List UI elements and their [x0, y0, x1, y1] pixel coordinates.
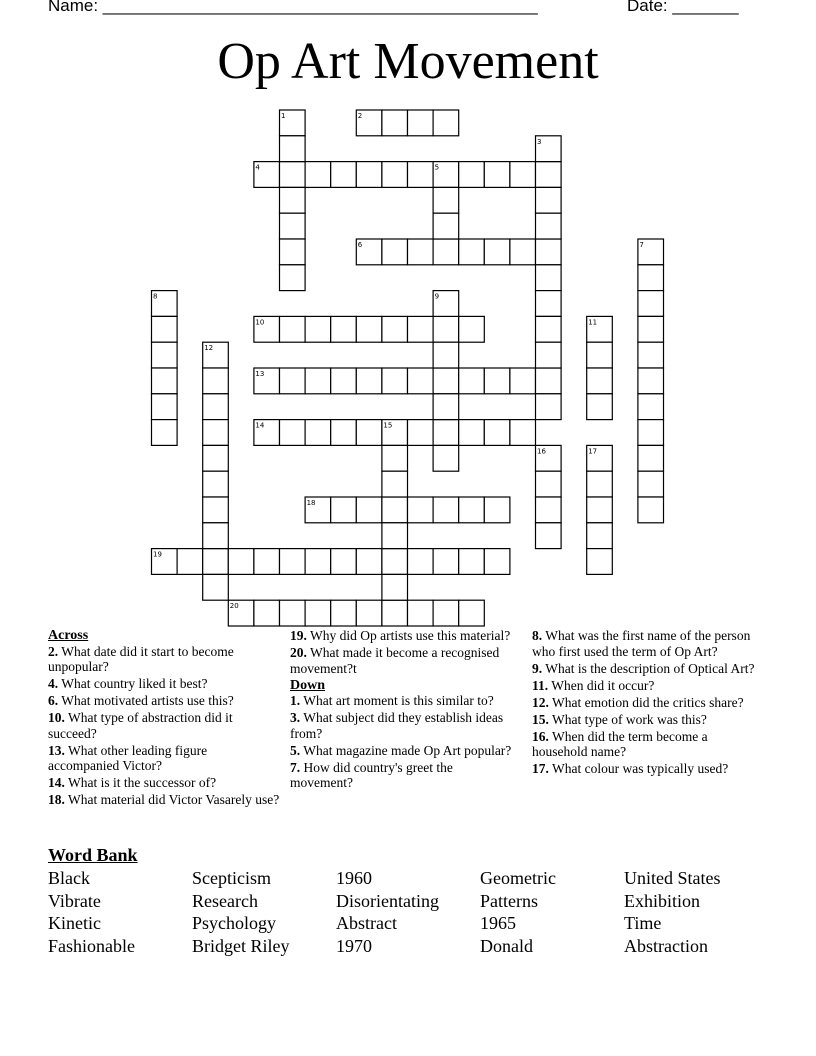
grid-cell[interactable]: [382, 471, 408, 497]
grid-cell[interactable]: [280, 368, 306, 394]
clue-item: [532, 628, 758, 659]
clue-item: [290, 693, 516, 709]
grid-cell[interactable]: [203, 471, 229, 497]
word-bank-item: Abstract: [336, 913, 397, 933]
date-field-label: Date: _______: [627, 0, 739, 15]
grid-cell[interactable]: [382, 574, 408, 600]
clue-item: [532, 729, 758, 760]
grid-cell[interactable]: [433, 316, 459, 342]
grid-cell[interactable]: [536, 471, 562, 497]
grid-cell[interactable]: [638, 368, 664, 394]
grid-clue-number: 5: [434, 163, 440, 172]
grid-cell[interactable]: [203, 394, 229, 420]
grid-clue-number: 16: [537, 447, 546, 456]
grid-clue-number: 6: [357, 241, 363, 249]
clue-number: 18.: [48, 792, 65, 807]
grid-cell[interactable]: [536, 394, 562, 420]
word-bank-item: 1960: [336, 868, 372, 888]
grid-cell[interactable]: [536, 523, 562, 549]
grid-cell[interactable]: [382, 523, 408, 549]
grid-cell[interactable]: [356, 162, 382, 188]
clue-text: What type of work was this?: [548, 711, 707, 727]
grid-cell[interactable]: [484, 239, 510, 265]
grid-cell[interactable]: [536, 497, 562, 523]
clue-text: What was the first name of the person who first used the term of Op Art?: [532, 628, 751, 659]
grid-cell[interactable]: [536, 342, 562, 368]
grid-cell[interactable]: [382, 316, 408, 342]
grid-cell[interactable]: [280, 549, 306, 575]
clue-text: Why did Op artists use this material?: [306, 628, 511, 643]
grid-cell[interactable]: [433, 420, 459, 446]
clue-item: [532, 761, 758, 777]
grid-cell[interactable]: [433, 394, 459, 420]
grid-cell[interactable]: [331, 316, 357, 342]
grid-cell[interactable]: [536, 265, 562, 291]
word-bank-item: Disorientating: [336, 891, 439, 911]
clue-item: [48, 792, 280, 808]
grid-cell[interactable]: [459, 316, 485, 342]
grid-cell[interactable]: [536, 187, 562, 213]
word-bank-item: United States: [624, 868, 721, 888]
clue-item: [290, 743, 516, 759]
word-bank-item: Psychology: [192, 913, 277, 933]
grid-cell[interactable]: [280, 136, 306, 162]
grid-cell[interactable]: [408, 162, 434, 188]
grid-clue-number: 20: [229, 602, 239, 611]
grid-cell[interactable]: [331, 497, 357, 523]
grid-cell[interactable]: [484, 549, 510, 575]
grid-cell[interactable]: [408, 497, 434, 523]
clue-text: What art moment is this similar to?: [300, 693, 494, 708]
grid-clue-number: 9: [434, 292, 440, 301]
grid-cell[interactable]: [587, 549, 613, 575]
grid-clue-number: 18: [306, 499, 316, 507]
grid-clue-number: 12: [204, 344, 214, 353]
grid-cell[interactable]: [305, 162, 331, 188]
grid-cell[interactable]: [459, 420, 485, 446]
clue-text: What magazine made Op Art popular?: [300, 742, 512, 758]
grid-cell[interactable]: [459, 497, 485, 523]
grid-cell[interactable]: [536, 162, 562, 188]
grid-cell[interactable]: [280, 213, 306, 239]
clue-item: [48, 743, 280, 774]
grid-cell[interactable]: [382, 600, 408, 626]
grid-cell[interactable]: [280, 187, 306, 213]
page-title: Op Art Movement: [217, 33, 599, 90]
grid-cell[interactable]: [433, 368, 459, 394]
clue-text: What colour was typically used?: [548, 761, 729, 776]
grid-cell[interactable]: [408, 600, 434, 626]
word-bank-item: Donald: [480, 936, 533, 956]
grid-cell[interactable]: [484, 497, 510, 523]
grid-cell[interactable]: [305, 549, 331, 575]
word-bank-item: Exhibition: [624, 891, 700, 911]
grid-cell[interactable]: [280, 239, 306, 265]
grid-cell[interactable]: [356, 600, 382, 626]
clue-text: What type of abstraction did it succeed?: [48, 710, 233, 741]
grid-cell[interactable]: [305, 368, 331, 394]
grid-cell[interactable]: [638, 471, 664, 497]
word-bank-item: Abstraction: [624, 936, 708, 956]
clue-text: When did the term become a household name?: [532, 728, 708, 759]
grid-cell[interactable]: [536, 239, 562, 265]
grid-cell[interactable]: [433, 342, 459, 368]
grid-cell[interactable]: [510, 239, 536, 265]
word-bank-item: Fashionable: [48, 936, 135, 956]
grid-cell[interactable]: [356, 549, 382, 575]
grid-cell[interactable]: [510, 420, 536, 446]
grid-cell[interactable]: [280, 265, 306, 291]
grid-cell[interactable]: [382, 445, 408, 471]
clue-number: 16.: [532, 728, 549, 744]
grid-cell[interactable]: [587, 342, 613, 368]
clue-number: 2.: [48, 643, 59, 659]
grid-clue-number: 8: [153, 292, 158, 301]
clue-number: 19.: [290, 628, 307, 643]
across-heading: Across: [48, 628, 89, 643]
grid-clue-number: 11: [588, 318, 598, 327]
grid-cell[interactable]: [280, 600, 306, 626]
grid-clue-number: 13: [255, 370, 265, 378]
grid-cell[interactable]: [408, 549, 434, 575]
grid-cell[interactable]: [280, 316, 306, 342]
grid-cell[interactable]: [203, 497, 229, 523]
clue-item: [532, 712, 758, 728]
grid-cell[interactable]: [331, 420, 357, 446]
grid-cell[interactable]: [382, 239, 408, 265]
grid-cell[interactable]: [331, 600, 357, 626]
clue-number: 3.: [290, 710, 301, 725]
grid-clue-number: 15: [383, 421, 393, 430]
clue-text: How did country's greet the movement?: [290, 759, 453, 790]
grid-cell[interactable]: [638, 497, 664, 523]
clue-text: What other leading figure accompanied Victor?: [48, 742, 208, 773]
clue-number: 7.: [290, 759, 301, 775]
clue-text: What made it become a recognised movement?t: [290, 645, 500, 676]
clue-text: What country liked it best?: [58, 676, 208, 691]
grid-clue-number: 4: [255, 163, 260, 172]
clue-number: 12.: [532, 694, 549, 710]
grid-cell[interactable]: [536, 368, 562, 394]
grid-cell[interactable]: [203, 523, 229, 549]
clue-text: What motivated artists use this?: [58, 693, 234, 708]
grid-clue-number: 14: [255, 421, 265, 430]
grid-cell[interactable]: [587, 368, 613, 394]
grid-cell[interactable]: [331, 368, 357, 394]
grid-cell[interactable]: [305, 316, 331, 342]
grid-clue-number: 2: [357, 112, 363, 120]
word-bank-item: Research: [192, 891, 258, 911]
grid-cell[interactable]: [152, 420, 178, 446]
grid-cell[interactable]: [356, 368, 382, 394]
grid-cell[interactable]: [638, 394, 664, 420]
grid-cell[interactable]: [331, 162, 357, 188]
grid-cell[interactable]: [152, 316, 178, 342]
grid-cell[interactable]: [382, 497, 408, 523]
down-heading: Down: [290, 677, 326, 693]
grid-cell[interactable]: [638, 316, 664, 342]
clue-item: [290, 628, 516, 644]
word-bank-title: Word Bank: [48, 845, 138, 865]
grid-clue-number: 1: [281, 112, 286, 120]
clue-item: [532, 678, 758, 694]
grid-cell[interactable]: [510, 368, 536, 394]
clue-number: 8.: [532, 628, 543, 643]
grid-cell[interactable]: [536, 213, 562, 239]
clue-item: [290, 645, 516, 676]
clue-item: [532, 695, 758, 711]
word-bank-item: Time: [624, 913, 662, 933]
grid-cell[interactable]: [587, 471, 613, 497]
grid-clue-number: 10: [255, 318, 265, 327]
grid-cell[interactable]: [152, 368, 178, 394]
clue-number: 17.: [532, 761, 549, 776]
clue-text: What subject did they establish ideas from?: [290, 710, 504, 741]
grid-cell[interactable]: [382, 110, 408, 136]
clue-number: 14.: [48, 775, 65, 790]
word-bank-item: Bridget Riley: [192, 936, 290, 956]
clue-number: 4.: [48, 676, 59, 691]
clue-item: [48, 676, 280, 692]
grid-cell[interactable]: [459, 162, 485, 188]
grid-cell[interactable]: [254, 549, 280, 575]
clue-number: 1.: [290, 693, 301, 708]
clue-column-1: [48, 628, 280, 809]
grid-cell[interactable]: [203, 420, 229, 446]
clue-text: What emotion did the critics share?: [548, 694, 744, 710]
clue-item: [48, 775, 280, 791]
clue-item: [48, 693, 280, 709]
grid-cell[interactable]: [433, 213, 459, 239]
clue-number: 20.: [290, 645, 307, 660]
grid-cell[interactable]: [382, 549, 408, 575]
word-bank-item: 1970: [336, 936, 372, 956]
grid-clue-number: 3: [537, 137, 542, 146]
grid-clue-number: 19: [153, 550, 162, 559]
grid-cell[interactable]: [433, 445, 459, 471]
word-bank-item: Black: [48, 868, 90, 888]
grid-cell[interactable]: [408, 110, 434, 136]
grid-cell[interactable]: [459, 239, 485, 265]
grid-cell[interactable]: [203, 368, 229, 394]
grid-cell[interactable]: [459, 600, 485, 626]
clue-number: 15.: [532, 711, 549, 727]
grid-cell[interactable]: [382, 368, 408, 394]
grid-cell[interactable]: [305, 600, 331, 626]
clue-number: 5.: [290, 742, 301, 758]
word-bank-item: Scepticism: [192, 868, 271, 888]
grid-cell[interactable]: [433, 187, 459, 213]
grid-cell[interactable]: [536, 316, 562, 342]
grid-cell[interactable]: [382, 162, 408, 188]
grid-cell[interactable]: [433, 239, 459, 265]
clue-text: What date did it start to become unpopular?: [48, 643, 234, 674]
grid-cell[interactable]: [484, 162, 510, 188]
clue-column-3: [532, 628, 758, 778]
clue-text: What is it the successor of?: [64, 775, 217, 790]
grid-cell[interactable]: [459, 368, 485, 394]
clue-item: [290, 710, 516, 741]
grid-cell[interactable]: [356, 316, 382, 342]
grid-cell[interactable]: [356, 420, 382, 446]
clue-item: [48, 644, 280, 675]
grid-cell[interactable]: [203, 549, 229, 575]
grid-cell[interactable]: [587, 523, 613, 549]
clue-number: 13.: [48, 742, 65, 758]
grid-cell[interactable]: [536, 291, 562, 317]
clue-text: When did it occur?: [548, 677, 655, 693]
grid-cell[interactable]: [638, 445, 664, 471]
grid-cell[interactable]: [638, 291, 664, 317]
grid-cell[interactable]: [408, 316, 434, 342]
grid-cell[interactable]: [433, 110, 459, 136]
clue-item: [532, 661, 758, 677]
grid-cell[interactable]: [408, 420, 434, 446]
grid-cell[interactable]: [638, 265, 664, 291]
clue-number: 9.: [532, 660, 543, 676]
name-field-label: Name: ______________________________________________: [48, 0, 538, 15]
clue-column-2: [290, 628, 516, 792]
grid-cell[interactable]: [638, 342, 664, 368]
word-bank-item: Patterns: [480, 891, 538, 911]
clue-text: What material did Victor Vasarely use?: [64, 792, 280, 807]
word-bank-item: Vibrate: [48, 891, 101, 911]
grid-cell[interactable]: [203, 445, 229, 471]
grid-cell[interactable]: [152, 394, 178, 420]
grid-cell[interactable]: [408, 368, 434, 394]
grid-clue-number: 7: [639, 241, 644, 249]
word-bank-item: Kinetic: [48, 913, 101, 933]
word-bank-item: 1965: [480, 913, 516, 933]
word-bank-item: Geometric: [480, 868, 556, 888]
grid-cell[interactable]: [484, 420, 510, 446]
grid-cell[interactable]: [587, 394, 613, 420]
grid-cell[interactable]: [254, 600, 280, 626]
grid-cell[interactable]: [433, 600, 459, 626]
grid-cell[interactable]: [433, 549, 459, 575]
grid-cell[interactable]: [408, 239, 434, 265]
clue-number: 10.: [48, 710, 65, 725]
clue-text: What is the description of Optical Art?: [542, 660, 755, 676]
grid-cell[interactable]: [203, 574, 229, 600]
grid-cell[interactable]: [638, 420, 664, 446]
grid-clue-number: 17: [588, 447, 598, 456]
clue-item: [290, 760, 516, 791]
grid-cell[interactable]: [305, 420, 331, 446]
grid-cell[interactable]: [459, 549, 485, 575]
grid-cell[interactable]: [152, 342, 178, 368]
clue-number: 11.: [532, 677, 549, 693]
clue-number: 6.: [48, 693, 59, 708]
grid-cell[interactable]: [177, 549, 203, 575]
clue-item: [48, 710, 280, 741]
grid-cell[interactable]: [433, 497, 459, 523]
grid-cell[interactable]: [484, 368, 510, 394]
grid-cell[interactable]: [228, 549, 254, 575]
grid-cell[interactable]: [280, 162, 306, 188]
grid-cell[interactable]: [587, 497, 613, 523]
grid-cell[interactable]: [280, 420, 306, 446]
grid-cell[interactable]: [331, 549, 357, 575]
grid-cell[interactable]: [356, 497, 382, 523]
grid-cell[interactable]: [510, 162, 536, 188]
